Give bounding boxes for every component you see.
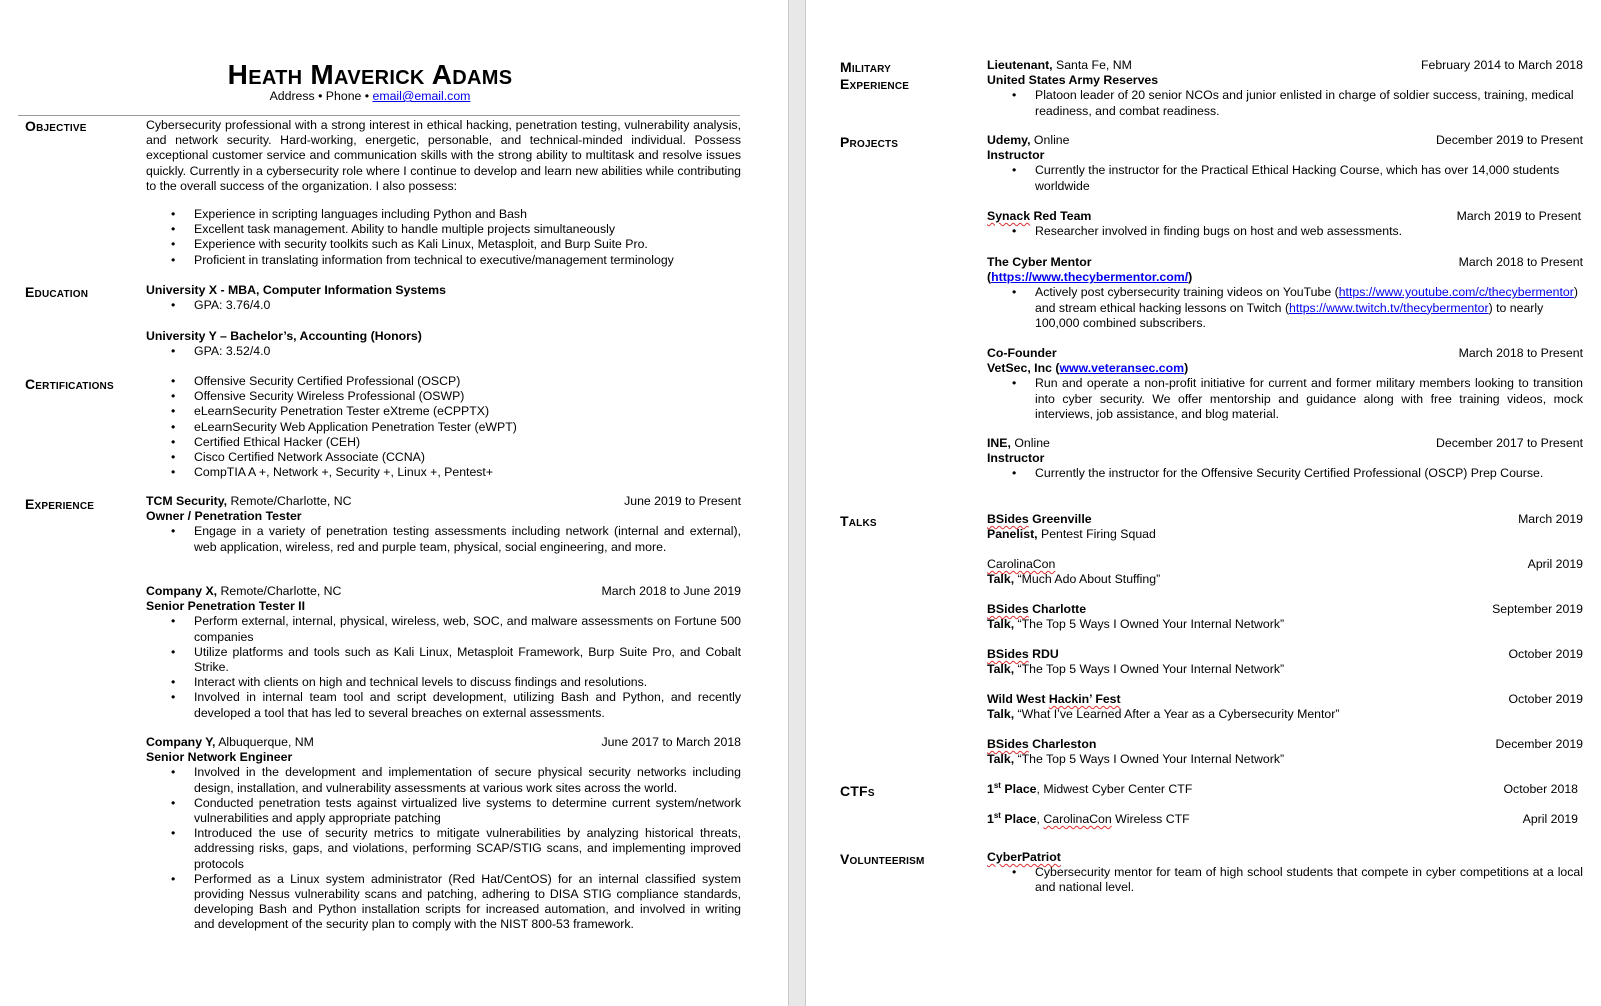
project-entry: [987, 133, 1583, 194]
list-item: • Proficient in translating information from technical to executive/management terminology: [146, 253, 741, 268]
job-employer: Company X, Remote/Charlotte, NC: [146, 584, 342, 598]
education-heading: Education: [25, 284, 89, 300]
talk-entry: [987, 692, 1583, 722]
cybermentor-link[interactable]: https://www.thecybermentor.com/: [991, 270, 1189, 285]
job-entry: [146, 735, 741, 933]
job-dates: March 2018 to June 2019: [601, 584, 741, 598]
list-item: • Conducted penetration tests against virtualized live systems to determine current system/network vulnerabilities and apply appropriate patching: [146, 796, 741, 826]
project-org: VetSec, Inc (www.veteransec.com): [987, 361, 1189, 376]
gpa: • GPA: 3.52/4.0: [146, 344, 741, 359]
list-item: • Introduced the use of security metrics to mitigate vulnerabilities by analyzing historical threats, addressing risks, gaps, and violations, performing SCAP/STIG scans, and implementing improved protocols: [146, 826, 741, 872]
talk-event: CarolinaCon: [987, 557, 1056, 571]
degree: University X - MBA, Computer Information Systems: [146, 283, 446, 297]
project-role: Co-Founder: [987, 346, 1057, 360]
project-org: The Cyber Mentor: [987, 255, 1092, 269]
list-item: • Platoon leader of 20 senior NCOs and junior enlisted in charge of soldier success, training, medical readiness, and combat readiness.: [987, 88, 1583, 118]
talks-heading: Talks: [840, 513, 877, 529]
list-item: • Offensive Security Certified Professional (OSCP): [146, 374, 741, 389]
job-title: Senior Network Engineer: [146, 750, 293, 765]
military-entry: [987, 58, 1583, 119]
experience-heading: Experience: [25, 496, 95, 512]
youtube-link[interactable]: https://www.youtube.com/c/thecybermentor: [1338, 285, 1574, 300]
project-dates: December 2017 to Present: [1436, 436, 1583, 450]
job-employer: TCM Security, Remote/Charlotte, NC: [146, 494, 352, 508]
objective-heading: Objective: [25, 118, 87, 134]
talk-entry: [987, 737, 1583, 767]
project-role: Instructor: [987, 148, 1045, 163]
job-employer: Company Y, Albuquerque, NM: [146, 735, 314, 749]
ctfs-heading: CTFs: [840, 783, 875, 799]
talk-title: Talk, “What I’ve Learned After a Year as a Cybersecurity Mentor”: [987, 707, 1340, 722]
header-divider: [18, 115, 740, 116]
project-org: Udemy, Online: [987, 133, 1070, 147]
list-item: • Performed as a Linux system administrator (Red Hat/CentOS) for an internal classified system providing Nessus vulnerability scans and patching, adhering to DISA STIG compliance standards, developing Bash and Python installation scripts for increased automation, and involved in writing and development of the security plan to comply with the NIST 800-53 framework.: [146, 872, 741, 933]
project-entry: [987, 346, 1583, 422]
talk-entry: [987, 512, 1583, 542]
project-dates: March 2018 to Present: [1458, 346, 1583, 360]
military-dates: February 2014 to March 2018: [1420, 58, 1583, 72]
talk-event: BSides RDU: [987, 647, 1059, 661]
list-item: • Run and operate a non-profit initiative for current and former military members looking to transition into cyber security. We offer mentorship and guidance along with free training videos, mock interviews, job assistance, and blog material.: [987, 376, 1583, 422]
list-item: • Engage in a variety of penetration testing assessments including network (internal and external), web application, wireless, red and purple team, physical, social engineering, and more.: [146, 524, 741, 554]
certifications-heading: Certifications: [25, 376, 114, 392]
list-item: • Excellent task management. Ability to handle multiple projects simultaneously: [146, 222, 741, 237]
talk-date: October 2019: [1508, 692, 1583, 706]
list-item: • Cybersecurity mentor for team of high school students that compete in cyber competitions at a local and national level.: [987, 865, 1583, 895]
project-entry: [987, 255, 1583, 331]
list-item: • eLearnSecurity Penetration Tester eXtreme (eCPPTX): [146, 404, 741, 419]
contact-line: [0, 89, 740, 104]
project-entry: [987, 436, 1583, 482]
contact-details: Address • Phone •: [269, 89, 373, 103]
education-entry: [146, 283, 741, 313]
ctf-result: 1st Place, CarolinaCon Wireless CTF: [987, 810, 1190, 826]
list-item: • Offensive Security Wireless Professional (OSWP): [146, 389, 741, 404]
talk-event: BSides Greenville: [987, 512, 1092, 526]
list-item: • Perform external, internal, physical, wireless, web, SOC, and malware assessments on Fortune 500 companies: [146, 614, 741, 644]
objective-bullets: [146, 207, 741, 268]
list-item: • Researcher involved in finding bugs on host and web assessments.: [987, 224, 1583, 239]
job-entry: [146, 494, 741, 555]
twitch-link[interactable]: https://www.twitch.tv/thecybermentor: [1289, 300, 1489, 315]
military-unit: United States Army Reserves: [987, 73, 1159, 88]
talk-entry: [987, 557, 1583, 587]
job-dates: June 2017 to March 2018: [601, 735, 741, 749]
project-role: Instructor: [987, 451, 1045, 466]
ctf-entry: [987, 812, 1583, 827]
ctf-date: October 2018: [1503, 782, 1578, 796]
talk-title: Talk, “The Top 5 Ways I Owned Your Internal Network”: [987, 752, 1285, 767]
ctf-result: 1st Place, Midwest Cyber Center CTF: [987, 780, 1193, 796]
resume-page-2: [806, 0, 1601, 1006]
list-item: • Experience with security toolkits such as Kali Linux, Metasploit, and Burp Suite Pro.: [146, 237, 741, 252]
job-title: Owner / Penetration Tester: [146, 509, 302, 524]
list-item: • Utilize platforms and tools such as Kali Linux, Metasploit Framework, Burp Suite Pro, and Cobalt Strike.: [146, 645, 741, 675]
list-item: • Involved in internal team tool and script development, utilizing Bash and Python, and recently developed a tool that has led to several breaches on external assessments.: [146, 690, 741, 720]
volunteerism-heading: Volunteerism: [840, 851, 925, 867]
talk-date: December 2019: [1495, 737, 1583, 751]
page-gutter: [788, 0, 806, 1006]
volunteer-entry: [987, 850, 1583, 896]
talk-title: Talk, “The Top 5 Ways I Owned Your Internal Network”: [987, 617, 1285, 632]
project-entry: [987, 209, 1583, 239]
job-entry: [146, 584, 741, 721]
candidate-name: Heath Maverick Adams: [227, 59, 513, 90]
resume-page-1: [0, 0, 788, 1006]
projects-heading: Projects: [840, 134, 899, 150]
list-item: • eLearnSecurity Web Application Penetration Tester (eWPT): [146, 420, 741, 435]
talk-date: April 2019: [1527, 557, 1583, 571]
list-item: • Certified Ethical Hacker (CEH): [146, 435, 741, 450]
talk-entry: [987, 647, 1583, 677]
project-url-line: (https://www.thecybermentor.com/): [987, 270, 1193, 285]
talk-event: BSides Charlotte: [987, 602, 1087, 616]
degree: University Y – Bachelor’s, Accounting (Honors): [146, 329, 422, 343]
project-org: Synack Red Team: [987, 209, 1092, 223]
certifications-list: [146, 374, 741, 480]
list-item: • Actively post cybersecurity training videos on YouTube (https://www.youtube.com/c/thecybermentor) and stream ethical hacking lessons on Twitch (https://www.twitch.tv/thecybermentor) to nearly 100,000 combined subscribers.: [987, 285, 1583, 331]
volunteer-org: CyberPatriot: [987, 850, 1061, 864]
list-item: • Cisco Certified Network Associate (CCNA): [146, 450, 741, 465]
list-item: • Involved in the development and implementation of secure physical security networks including design, installation, and vulnerability assessments at various work sites across the world.: [146, 765, 741, 795]
list-item: • Experience in scripting languages including Python and Bash: [146, 207, 741, 222]
list-item: • CompTIA A +, Network +, Security +, Linux +, Pentest+: [146, 465, 741, 480]
talk-title: Talk, “Much Ado About Stuffing”: [987, 572, 1161, 587]
email-link[interactable]: email@email.com: [372, 89, 471, 103]
list-item: • Interact with clients on high and technical levels to discuss findings and resolutions.: [146, 675, 741, 690]
job-title: Senior Penetration Tester II: [146, 599, 305, 614]
talk-event: Wild West Hackin’ Fest: [987, 692, 1121, 706]
talk-date: October 2019: [1508, 647, 1583, 661]
military-rank: Lieutenant, Santa Fe, NM: [987, 58, 1132, 72]
talk-entry: [987, 602, 1583, 632]
talk-date: September 2019: [1492, 602, 1583, 616]
project-dates: March 2018 to Present: [1458, 255, 1583, 269]
ctf-entry: [987, 782, 1583, 797]
list-item: • Currently the instructor for the Practical Ethical Hacking Course, which has over 14,000 students worldwide: [987, 163, 1583, 193]
ctf-date: April 2019: [1522, 812, 1578, 826]
job-dates: June 2019 to Present: [624, 494, 741, 508]
project-dates: December 2019 to Present: [1436, 133, 1583, 147]
talk-date: March 2019: [1518, 512, 1583, 526]
vetsec-link[interactable]: www.veteransec.com: [1059, 361, 1185, 376]
gpa: • GPA: 3.76/4.0: [146, 298, 741, 313]
education-entry: [146, 329, 741, 359]
project-org: INE, Online: [987, 436, 1050, 450]
project-dates: March 2019 to Present: [1456, 209, 1581, 223]
talk-event: BSides Charleston: [987, 737, 1097, 751]
objective-text: Cybersecurity professional with a strong interest in ethical hacking, penetration testing, vulnerability analysis, and network security. Hard-working, energetic, personable, and technical-minded individual. Possess exceptional customer service and communication skills with the strong ability to multitask and resolve issues quickly. Currently in a cybersecurity role where I continue to develop and learn new abilities while contributing to the overall success of the organization. I also possess:: [146, 118, 741, 193]
military-heading: Military Experience: [840, 59, 910, 92]
talk-title: Talk, “The Top 5 Ways I Owned Your Internal Network”: [987, 662, 1285, 677]
list-item: • Currently the instructor for the Offensive Security Certified Professional (OSCP) Prep Course.: [987, 466, 1583, 481]
talk-title: Panelist, Pentest Firing Squad: [987, 527, 1156, 542]
